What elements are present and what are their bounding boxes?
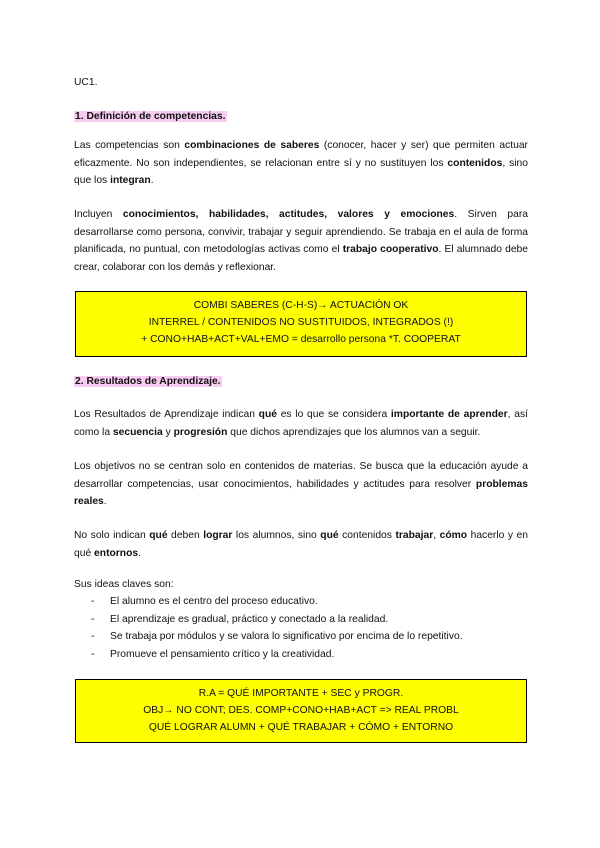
bold-term: progresión (173, 426, 228, 438)
section-1-title (74, 108, 528, 126)
dash-bullet: - (91, 596, 95, 607)
bold-term: qué (258, 409, 277, 420)
section-1-paragraph-2: Incluyen conocimientos, habilidades, actitudes, valores y emociones. Sirven para desarrollarse como persona, convivir, trabajar y seguir aprendiendo. Se trabaja en el aula de forma planificada, no puntual, con metodologías activas como el trabajo cooperativo. El alumnado debe crear, colaborar con los demás y reflexionar. (74, 209, 528, 273)
section-2-paragraph-2: Los objetivos no se centran solo en contenidos de materias. Se busca que la educación ayude a desarrollar competencias, usar conocimientos, habilidades y actitudes para resolver problemas reales. (74, 461, 528, 507)
section-2-title (74, 373, 528, 391)
summary-line: R.A = QUÉ IMPORTANTE + SEC y PROGR. (198, 688, 404, 699)
dash-bullet: - (91, 648, 95, 660)
summary-line: + CONO+HAB+ACT+VAL+EMO = desarrollo persona *T. COOPERAT (141, 334, 461, 345)
bold-term: lograr (203, 530, 233, 541)
bold-term: integran (110, 175, 151, 186)
bold-term: entornos (94, 547, 139, 559)
section-2-heading: 2. Resultados de Aprendizaje. (75, 376, 221, 387)
summary-box-1 (75, 291, 527, 357)
bold-term: secuencia (112, 426, 163, 438)
dash-bullet: - (91, 613, 95, 625)
summary-line: COMBI SABERES (C-H-S)→ ACTUACIÓN OK (193, 300, 409, 311)
bold-term: qué (149, 530, 168, 541)
bold-term: conocimientos, habilidades, actitudes, valores y emociones (122, 209, 455, 220)
bold-term: importante de aprender (390, 409, 508, 420)
bold-term: qué (320, 530, 339, 541)
section-2-paragraph-3: No solo indican qué deben lograr los alumnos, sino qué contenidos trabajar, cómo hacerlo y en qué entornos. (74, 530, 528, 559)
bold-term: trabajo cooperativo (342, 244, 439, 255)
list-item: - Se trabaja por módulos y se valora lo significativo por encima de lo repetitivo. (74, 628, 528, 646)
list-item: - El aprendizaje es gradual, práctico y conectado a la realidad. (74, 611, 528, 629)
unit-code: UC1. (74, 77, 98, 88)
summary-line: QUÉ LOGRAR ALUMN + QUÉ TRABAJAR + CÓMO + ENTORNO (148, 722, 454, 733)
bold-term: problemas reales (74, 478, 528, 507)
summary-box-2 (75, 679, 527, 743)
summary-line: INTERREL / CONTENIDOS NO SUSTITUIDOS, INTEGRADOS (!) (148, 317, 454, 328)
bold-term: combinaciones de saberes (184, 140, 320, 151)
key-ideas-list (74, 593, 528, 663)
dash-bullet: - (91, 631, 95, 642)
section-1-heading: 1. Definición de competencias. (75, 111, 226, 122)
section-2-paragraph-1: Los Resultados de Aprendizaje indican qué es lo que se considera importante de aprender, así como la secuencia y progresión que dichos aprendizajes que los alumnos van a seguir. (74, 409, 528, 438)
bold-term: trabajar (395, 530, 434, 541)
list-item: - Promueve el pensamiento crítico y la creatividad. (74, 646, 528, 664)
section-1-paragraph-1: Las competencias son combinaciones de saberes (conocer, hacer y ser) que permiten actuar eficazmente. No son independientes, se relacionan entre sí y no sustituyen los contenidos, sino que los integran. (74, 140, 528, 186)
summary-line: OBJ→ NO CONT; DES. COMP+CONO+HAB+ACT => REAL PROBL (143, 705, 459, 716)
bold-term: contenidos (447, 157, 503, 169)
key-ideas-intro: Sus ideas claves son: (74, 579, 174, 590)
bold-term: cómo (439, 530, 468, 541)
list-item: - El alumno es el centro del proceso educativo. (74, 593, 528, 611)
